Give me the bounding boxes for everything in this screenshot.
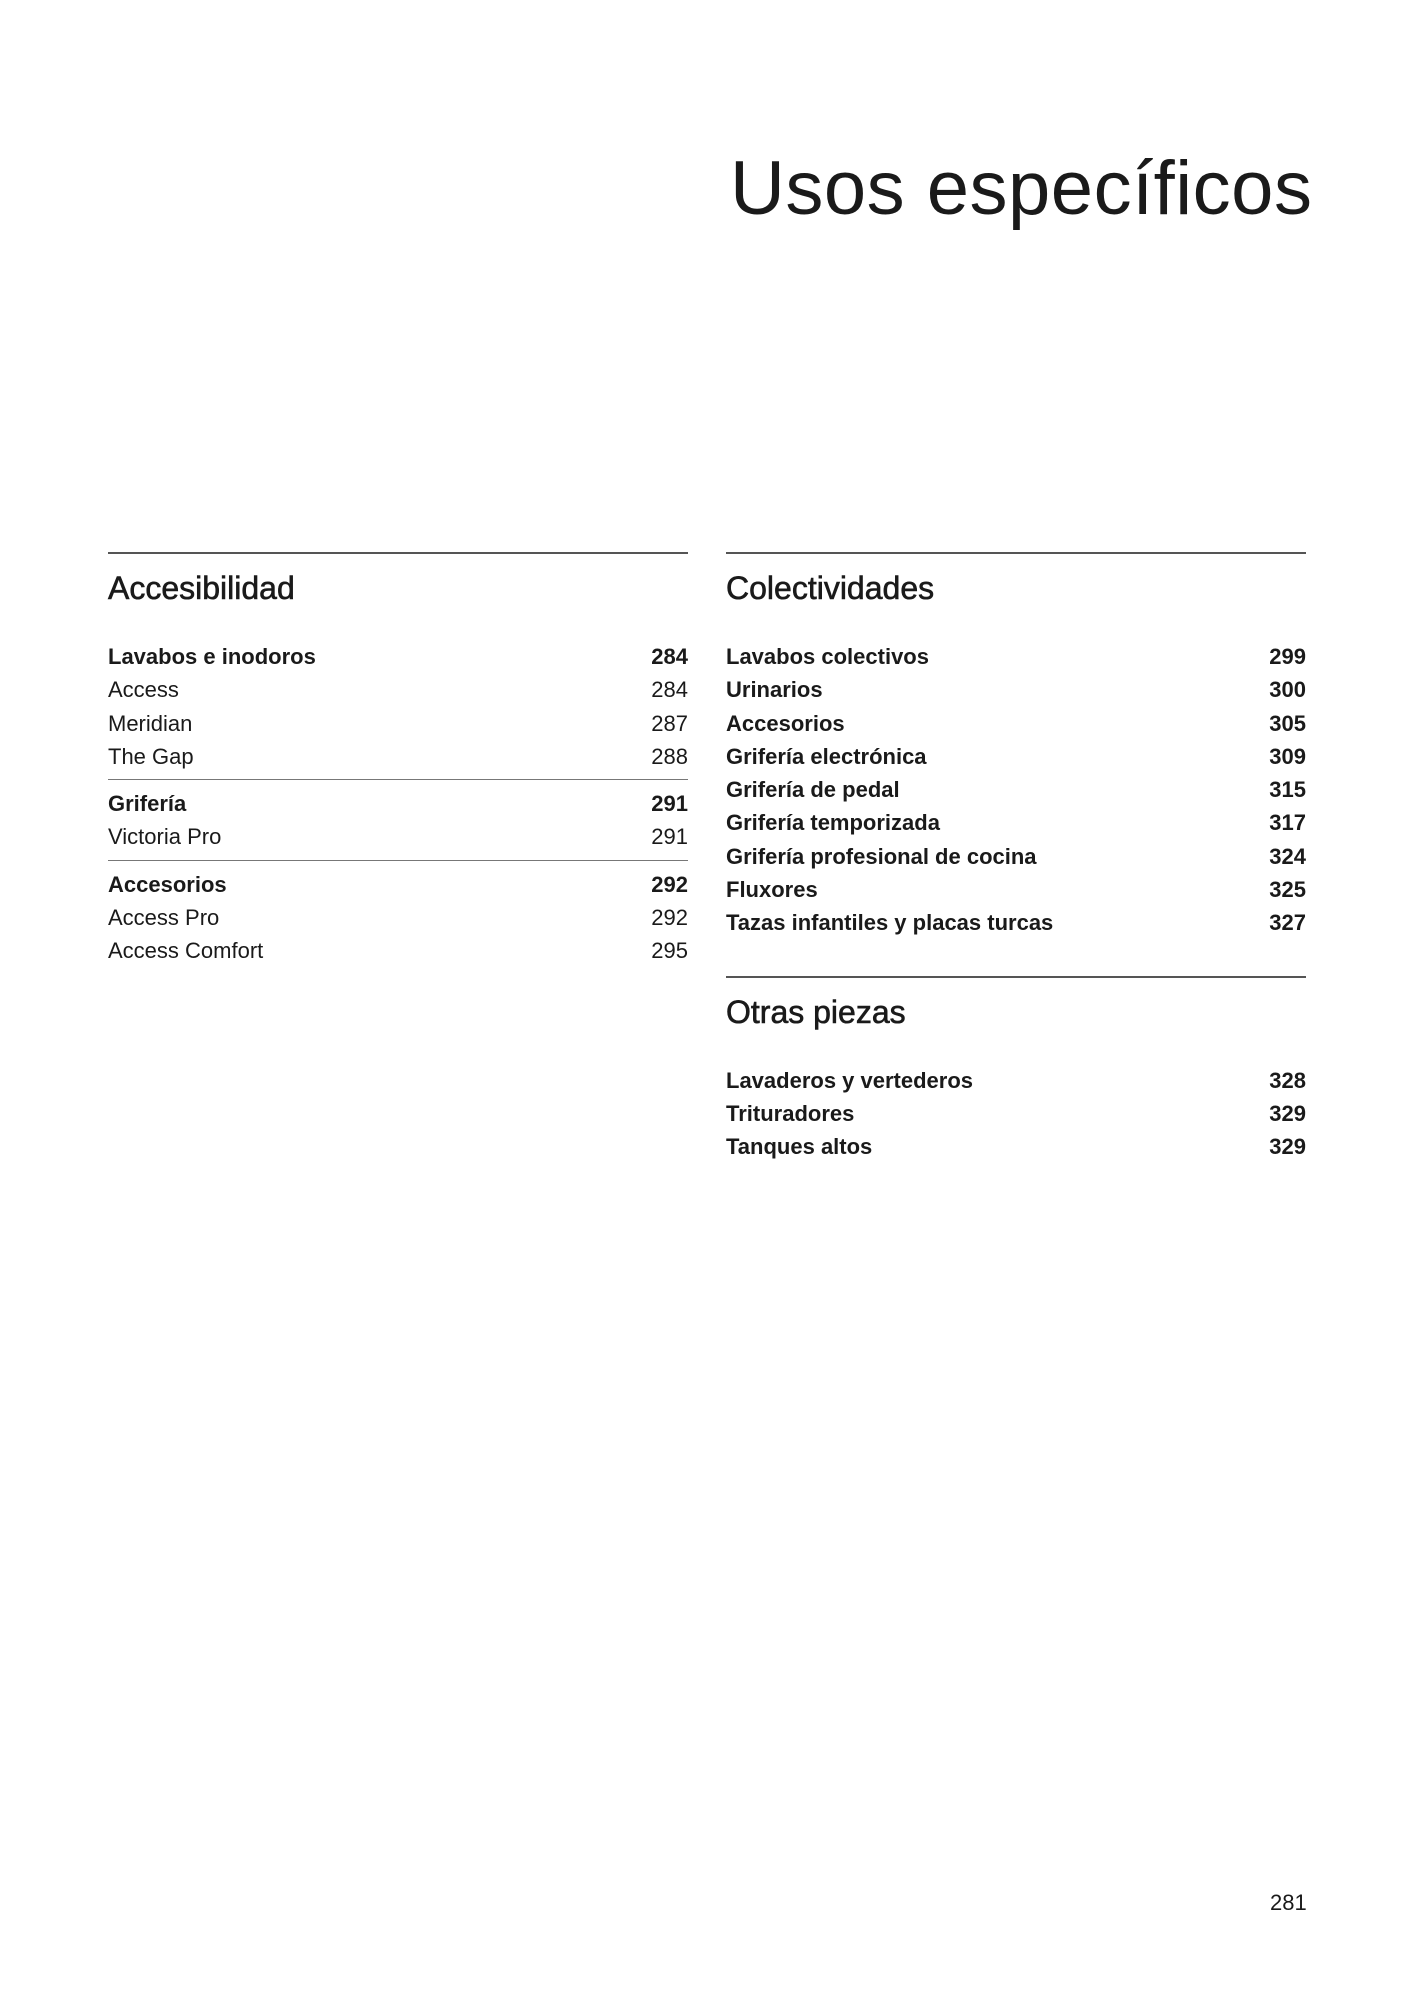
toc-entry-page: 328 xyxy=(1269,1067,1306,1093)
toc-entry-page: 317 xyxy=(1269,810,1306,836)
toc-entry-page: 295 xyxy=(651,938,688,964)
toc-entry[interactable] xyxy=(108,901,688,934)
toc-entry[interactable] xyxy=(108,934,688,967)
toc-entry-label: Grifería temporizada xyxy=(726,810,940,836)
toc-entry-page: 292 xyxy=(651,905,688,931)
toc-entry[interactable] xyxy=(726,707,1306,740)
toc-entry-label: Accesorios xyxy=(726,710,845,736)
toc-entry[interactable] xyxy=(726,673,1306,706)
toc-entry-page: 329 xyxy=(1269,1134,1306,1160)
toc-entry-page: 292 xyxy=(651,871,688,897)
section-title-colectividades: Colectividades xyxy=(726,570,935,606)
toc-entry-label: Grifería profesional de cocina xyxy=(726,843,1037,869)
toc-entry-page: 291 xyxy=(651,791,688,817)
page-number: 281 xyxy=(1270,1890,1307,1915)
toc-entry-label: Grifería electrónica xyxy=(726,743,927,769)
section-title-accesibilidad: Accesibilidad xyxy=(108,570,295,606)
toc-entry-page: 325 xyxy=(1269,877,1306,903)
toc-entry-label: Access Comfort xyxy=(108,938,264,964)
toc-entry[interactable] xyxy=(108,707,688,740)
section-divider xyxy=(726,552,1306,554)
toc-entry-label: Lavabos e inodoros xyxy=(108,644,316,669)
toc-entry-page: 291 xyxy=(651,824,688,850)
toc-entry-label: Lavabos colectivos xyxy=(726,644,929,669)
toc-entry-page: 305 xyxy=(1269,710,1306,736)
section-divider xyxy=(726,976,1306,978)
toc-entry-page: 327 xyxy=(1269,910,1306,936)
toc-entry-label: Grifería de pedal xyxy=(726,777,900,803)
toc-entry[interactable] xyxy=(726,806,1306,839)
toc-entry[interactable] xyxy=(726,1130,1306,1163)
section-title-otras-piezas: Otras piezas xyxy=(726,993,906,1030)
toc-entry-label: Meridian xyxy=(108,710,193,736)
toc-entry-page: 329 xyxy=(1269,1100,1306,1126)
toc-entry-label: Access xyxy=(108,677,179,703)
toc-entries xyxy=(726,640,1306,940)
toc-entry[interactable] xyxy=(726,640,1306,673)
toc-entry-label: The Gap xyxy=(108,743,194,769)
toc-entry[interactable] xyxy=(726,740,1306,773)
page-title: Usos específicos xyxy=(730,145,1313,231)
toc-entry[interactable] xyxy=(108,868,688,901)
toc-entry[interactable] xyxy=(726,906,1306,939)
toc-entries xyxy=(108,640,688,968)
toc-entry-page: 284 xyxy=(651,644,688,669)
toc-entry-page: 309 xyxy=(1269,743,1306,769)
toc-entry-page: 284 xyxy=(651,677,688,703)
toc-entry[interactable] xyxy=(108,820,688,853)
toc-entry-page: 300 xyxy=(1269,677,1306,703)
toc-entry-page: 299 xyxy=(1269,644,1306,669)
toc-entry[interactable] xyxy=(108,673,688,706)
toc-entry-page: 287 xyxy=(651,710,688,736)
toc-group-lavabos xyxy=(108,640,688,773)
toc-entry-label: Tazas infantiles y placas turcas xyxy=(726,910,1054,936)
toc-entry[interactable] xyxy=(108,787,688,820)
toc-entry-label: Trituradores xyxy=(726,1100,855,1126)
toc-entry[interactable] xyxy=(108,740,688,773)
toc-entry[interactable] xyxy=(726,840,1306,873)
toc-entry-label: Urinarios xyxy=(726,677,823,703)
toc-entry-label: Victoria Pro xyxy=(108,824,222,850)
toc-entry-label: Lavaderos y vertederos xyxy=(726,1067,974,1093)
toc-group-accesorios xyxy=(108,860,688,968)
toc-entry-label: Access Pro xyxy=(108,905,220,931)
toc-entry-page: 324 xyxy=(1269,843,1306,869)
toc-entries xyxy=(726,1064,1306,1164)
toc-entry[interactable] xyxy=(726,1097,1306,1130)
toc-entry-label: Grifería xyxy=(108,791,187,817)
toc-entry[interactable] xyxy=(726,873,1306,906)
toc-entry[interactable] xyxy=(108,640,688,673)
otras-piezas-section xyxy=(726,976,1306,1164)
colectividades-section xyxy=(726,552,1306,940)
right-column xyxy=(726,552,1306,1164)
accesibilidad-section xyxy=(108,552,688,968)
toc-group-griferia xyxy=(108,779,688,854)
toc-entry-label: Accesorios xyxy=(108,871,227,897)
toc-entry-label: Fluxores xyxy=(726,877,818,903)
toc-entry-label: Tanques altos xyxy=(726,1134,873,1160)
toc-entry-page: 288 xyxy=(651,743,688,769)
section-divider xyxy=(108,552,688,554)
toc-entry[interactable] xyxy=(726,773,1306,806)
toc-entry[interactable] xyxy=(726,1064,1306,1097)
toc-entry-page: 315 xyxy=(1269,777,1306,803)
